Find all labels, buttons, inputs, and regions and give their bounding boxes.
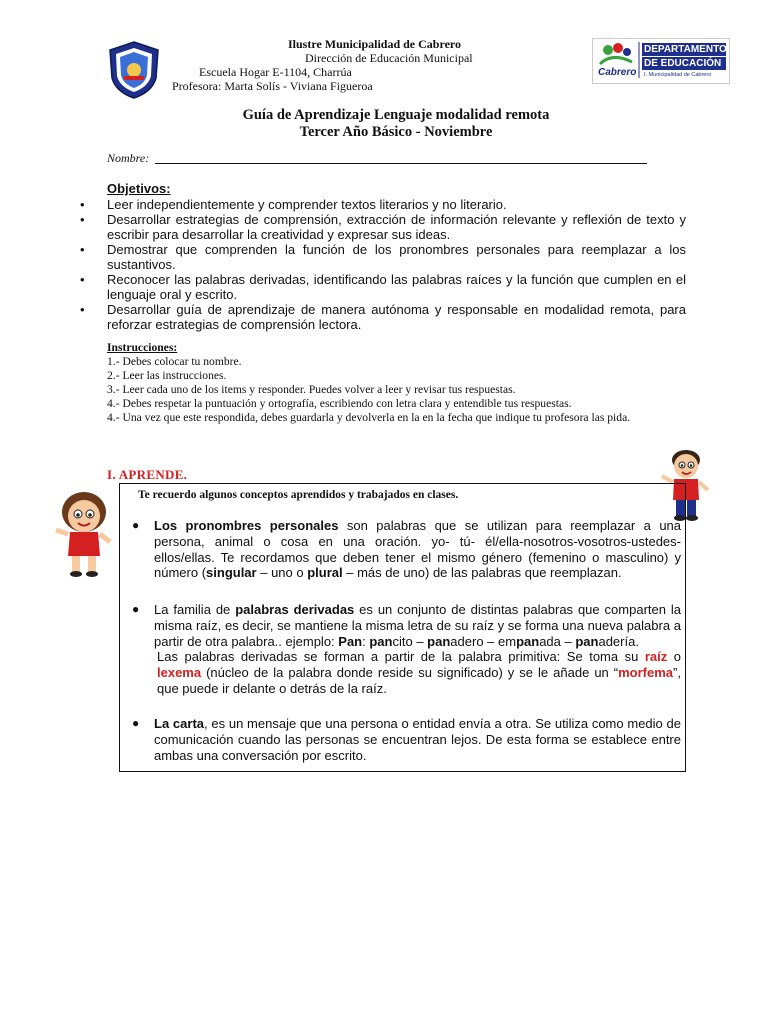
- concepts-box-heading: Te recuerdo algunos conceptos aprendidos y trabajados en clases.: [138, 489, 459, 501]
- bullet-icon: •: [80, 272, 85, 287]
- bullet-icon: ●: [132, 518, 140, 532]
- bullet-icon: •: [80, 197, 85, 212]
- objective-item: • Leer independientemente y comprender textos literarios y no literario.: [80, 197, 507, 212]
- objective-item: • Desarrollar guía de aprendizaje de manera autónoma y responsable en modalidad remota, para reforzar estrategias de comprensión lectora.: [80, 302, 686, 332]
- concepts-box: [119, 483, 686, 772]
- instructions-section: [107, 341, 686, 425]
- guide-title: Guía de Aprendizaje Lenguaje modalidad remota: [242, 107, 550, 123]
- bullet-icon: ●: [132, 716, 140, 730]
- municipality-name: Ilustre Municipalidad de Cabrero: [288, 37, 462, 51]
- school-name: Escuela Hogar E-1104, Charrúa: [199, 65, 352, 79]
- objective-item: • Desarrollar estrategias de comprensión, extracción de información relevante y reflexión de texto y escribir para desarrollar la creatividad y expresar sus ideas.: [80, 212, 686, 242]
- instructions-heading: Instrucciones:: [107, 341, 178, 354]
- concept-la-carta: ● La carta, es un mensaje que una persona o entidad envía a otra. Se utiliza como medio de comunicación cuando las personas se encuentran lejos. De esta forma se establece entre ambas una conversación por escrito.: [132, 716, 681, 763]
- logo-title-line2: DE EDUCACIÓN: [644, 58, 722, 69]
- section-title-aprende: I. APRENDE.: [107, 467, 188, 482]
- logo-brand: Cabrero: [598, 67, 637, 78]
- objective-item: • Demostrar que comprenden la función de los pronombres personales para reemplazar a los sustantivos.: [80, 242, 686, 272]
- name-field[interactable]: [107, 151, 647, 166]
- guide-subtitle: Tercer Año Básico - Noviembre: [299, 124, 493, 140]
- instruction-item: 4.- Una vez que este respondida, debes guardarla y devolverla en la en la fecha que indique tu profesora las pida.: [107, 411, 631, 424]
- concept-palabras-derivadas: ● La familia de palabras derivadas es un conjunto de distintas palabras que comparten la misma raíz, es decir, se mantiene la misma letra de su raíz y se forma una nueva palabra a partir de otra palabra.. ejemplo: Pan: pancito – panadero – empanada – panadería. Las palabras derivadas se forman a partir de la palabra primitiva: Se toma su raíz o lexema (núcleo de la palabra donde reside su significado) y se le añade un “morfema”, que puede ir delante o detrás de la raíz.: [132, 602, 682, 696]
- logo-title-line1: DEPARTAMENTO: [644, 44, 727, 55]
- direction-name: Dirección de Educación Municipal: [305, 51, 473, 65]
- objective-item: • Reconocer las palabras derivadas, identificando las palabras raíces y la función que cumplen en el lenguaje oral y escrito.: [80, 272, 686, 302]
- instruction-item: 4.- Debes respetar la puntuación y ortografía, escribiendo con letra clara y entendible tus respuestas.: [107, 397, 572, 410]
- girl-cartoon-illustration: [50, 490, 120, 580]
- concept-pronombres: ● Los pronombres personales son palabras que se utilizan para reemplazar a una persona, animal o cosa en una oración. yo- tú- él/ella-nosotros-vosotros-ustedes- ellos/ellas. Te recordamos que deben tener el mismo género (femenino o masculino) y número (singular – uno o plural – más de uno) de las palabras que reemplazan.: [132, 518, 682, 581]
- bullet-icon: •: [80, 242, 85, 257]
- teacher-names: Profesora: Marta Solís - Viviana Figueroa: [172, 79, 373, 93]
- bullet-icon: ●: [132, 602, 140, 616]
- education-department-logo: [592, 38, 730, 84]
- objectives-section: [80, 181, 686, 332]
- objectives-heading: Objetivos:: [107, 181, 171, 196]
- school-seal-logo: [104, 40, 164, 100]
- name-blank-line[interactable]: [155, 154, 647, 164]
- name-label: Nombre:: [107, 151, 150, 165]
- bullet-icon: •: [80, 302, 85, 317]
- bullet-icon: •: [80, 212, 85, 227]
- instruction-item: 3.- Leer cada uno de los items y responder. Puedes volver a leer y revisar tus respuestas.: [107, 383, 516, 396]
- logo-subtitle: I. Municipalidad de Cabrero: [644, 72, 712, 78]
- instruction-item: 2.- Leer las instrucciones.: [107, 369, 227, 382]
- instruction-item: 1.- Debes colocar tu nombre.: [107, 355, 242, 368]
